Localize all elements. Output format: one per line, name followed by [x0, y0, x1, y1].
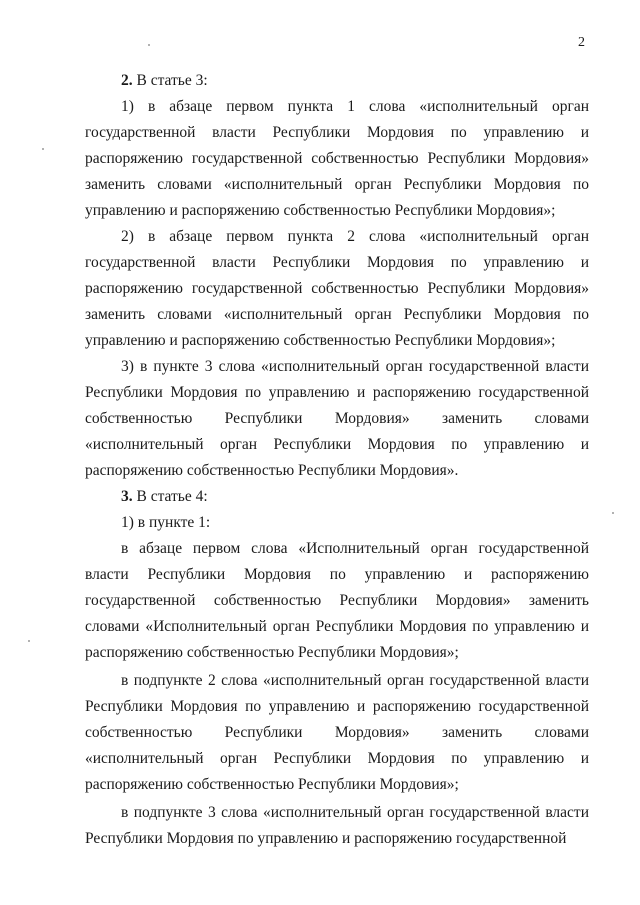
scan-speck [42, 148, 44, 150]
amendment-paragraph: в абзаце первом слова «Исполнительный орган государственной власти Республики Мордовия по управлению и распоряжению государственной собственностью Республики Мордовия» заменить словами «Исполнительный орган Республики Мордовия по управлению и распоряжению собственностью Республики Мордовия»; [85, 540, 589, 661]
amendment-paragraph: в подпункте 3 слова «исполнительный орган государственной власти Республики Мордовия по управлению и распоряжению государственной [85, 804, 589, 847]
scan-speck [612, 512, 614, 514]
section-title: В статье 4: [132, 488, 208, 505]
scan-speck [28, 640, 30, 642]
page-number: 2 [578, 35, 585, 50]
amendment-paragraph: 3) в пункте 3 слова «исполнительный орган государственной власти Республики Мордовия по управлению и распоряжению государственной собственностью Республики Мордовия» заменить словами «исполнительный орган Республики Мордовия по управлению и распоряжению собственностью Республики Мордовия». [85, 358, 589, 479]
scan-speck [148, 44, 150, 46]
amendment-paragraph: 2) в абзаце первом пункта 2 слова «исполнительный орган государственной власти Республики Мордовия по управлению и распоряжению государственной собственностью Республики Мордовия» заменить словами «исполнительный орган Республики Мордовия по управлению и распоряжению собственностью Республики Мордовия»; [85, 228, 589, 349]
section-title: В статье 3: [132, 72, 208, 89]
document-body [85, 68, 589, 852]
amendment-paragraph: 1) в абзаце первом пункта 1 слова «исполнительный орган государственной власти Республики Мордовия по управлению и распоряжению государственной собственностью Республики Мордовия» заменить словами «исполнительный орган Республики Мордовия по управлению и распоряжению собственностью Республики Мордовия»; [85, 98, 589, 219]
section-number: 3. [121, 488, 133, 505]
subsection-heading: 1) в пункте 1: [121, 514, 211, 531]
section-number: 2. [121, 72, 133, 89]
section-heading [85, 484, 589, 510]
section-heading [85, 68, 589, 94]
amendment-paragraph: в подпункте 2 слова «исполнительный орган государственной власти Республики Мордовия по управлению и распоряжению государственной собственностью Республики Мордовия» заменить словами «исполнительный орган Республики Мордовия по управлению и распоряжению собственностью Республики Мордовия»; [85, 672, 589, 793]
